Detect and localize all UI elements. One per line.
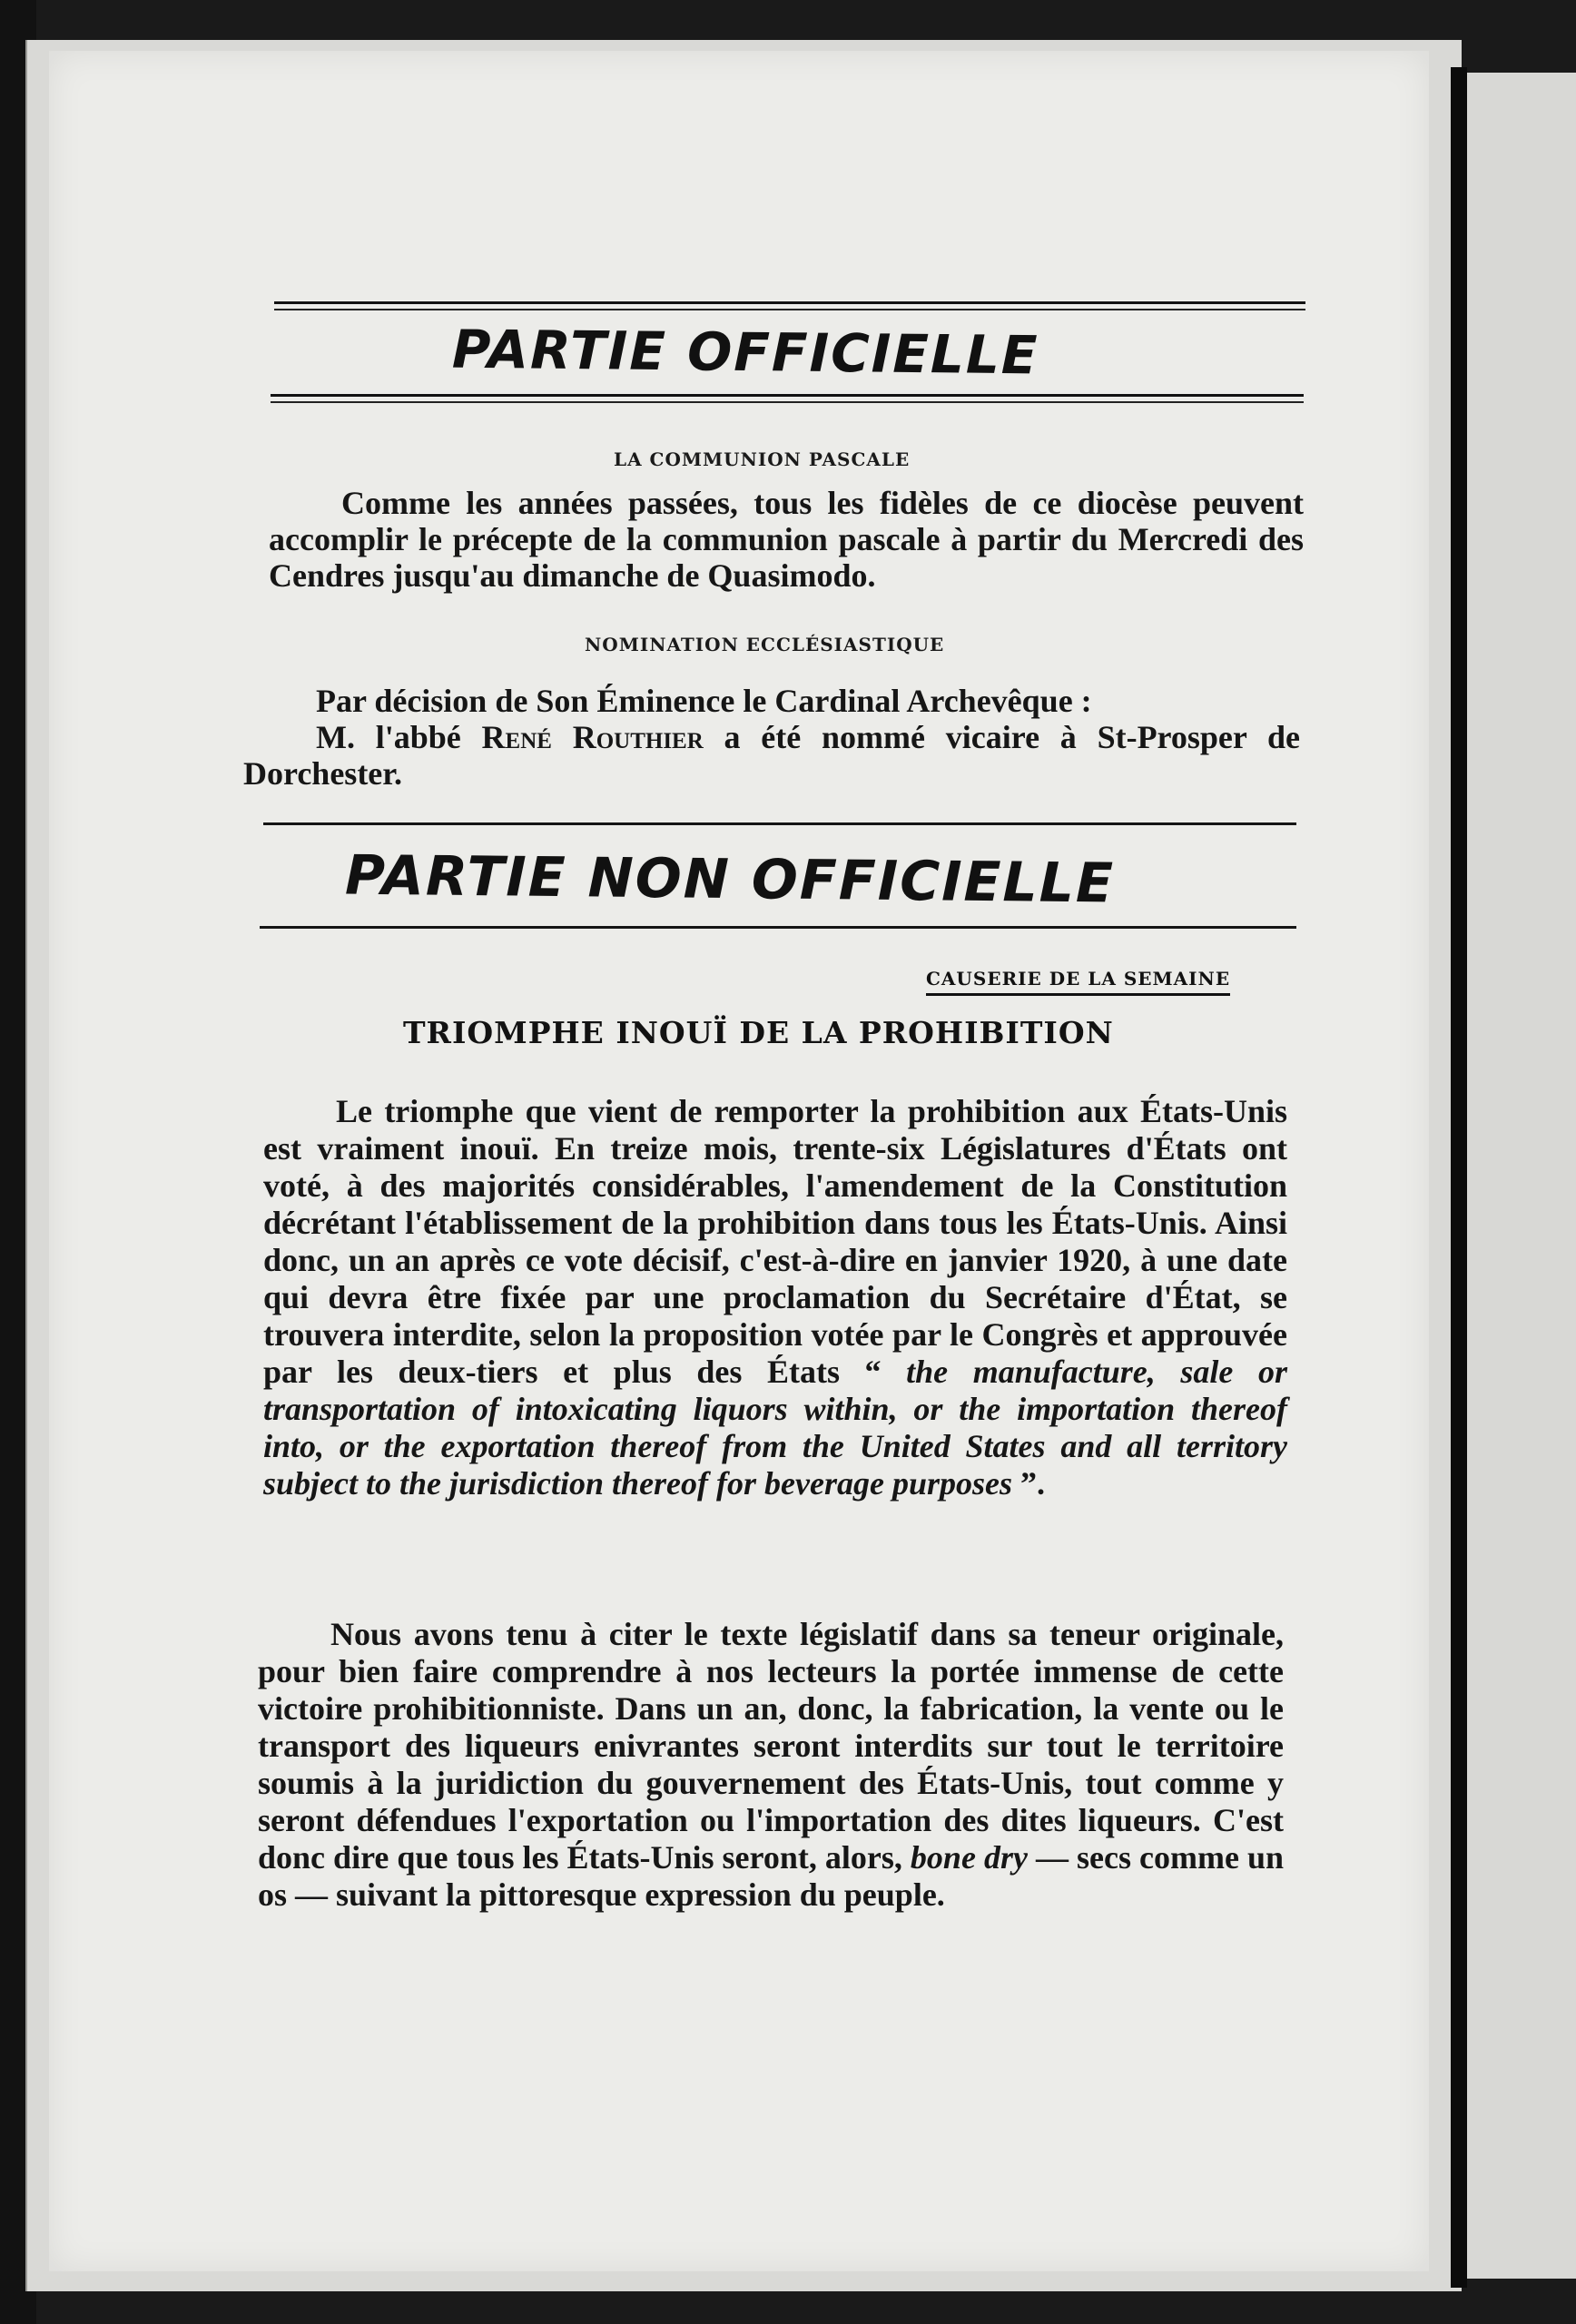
article-paragraph-2 <box>258 1616 1284 1914</box>
banner-lower-double-rule <box>271 394 1304 397</box>
nomination-text <box>243 683 1300 792</box>
article-title: TRIOMPHE INOUÏ DE LA PROHIBITION <box>403 1015 1114 1050</box>
article-paragraph-1 <box>263 1093 1287 1502</box>
bone-dry-phrase: bone dry <box>910 1839 1028 1876</box>
partie-non-officielle-banner: PARTIE NON OFFICIELLE <box>344 843 1116 916</box>
nomination-line2-prefix: M. l'abbé <box>316 719 482 755</box>
paragraph-2-text-a: Nous avons tenu à citer le texte législatif dans sa teneur originale, pour bien faire comprendre à nos lecteurs la portée immense de cette victoire prohibitionniste. Dans un an, donc, la fabrication, la vente ou le transport des liqueurs enivrantes seront interdits sur tout le territoire soumis à la juridiction du gouvernement des États-Unis, tout comme y seront défendues l'exportation ou l'importation des dites liqueurs. C'est donc dire que tous les États-Unis seront, alors, <box>258 1616 1284 1876</box>
paragraph-2-text-b: — secs comme un os — suivant la pittoresque expression du peuple. <box>258 1839 1284 1913</box>
top-double-rule <box>274 301 1305 304</box>
adjacent-page-edge <box>1467 73 1576 2279</box>
causerie-rubric: CAUSERIE DE LA SEMAINE <box>926 968 1230 996</box>
communion-pascale-text: Comme les années passées, tous les fidèles de ce diocèse peuvent accomplir le précepte de la communion pascale à partir du Mercredi des Cendres jusqu'au dimanche de Quasimodo. <box>269 485 1304 594</box>
legislative-quote: the manufacture, sale or transportation of intoxicating liquors within, or the importation thereof into, or the exportation thereof from the United States and all territory subject to the jurisdiction thereof for beverage purposes <box>263 1354 1287 1502</box>
middle-rule-lower <box>260 926 1296 929</box>
communion-pascale-heading: LA COMMUNION PASCALE <box>614 448 911 470</box>
middle-rule-upper <box>263 822 1296 825</box>
partie-officielle-banner: PARTIE OFFICIELLE <box>451 318 1039 387</box>
page-gutter <box>1451 67 1467 2288</box>
nomination-heading: NOMINATION ECCLÉSIASTIQUE <box>585 634 945 655</box>
paragraph-1-end: ”. <box>1011 1465 1045 1502</box>
nomination-person-name: René Routhier <box>481 719 704 755</box>
nomination-line1: Par décision de Son Éminence le Cardinal Archevêque : <box>316 683 1092 719</box>
nomination-line2-suffix: a été nommé vicaire à St-Prosper de Dorchester. <box>243 719 1300 792</box>
paragraph-1-text: Le triomphe que vient de remporter la prohibition aux États-Unis est vraiment inouï. En treize mois, trente-six Législatures d'États ont voté, à des majorités considérables, l'amendement de la Constitution décrétant l'établissement de la prohibition dans tous les États-Unis. Ainsi donc, un an après ce vote décisif, c'est-à-dire en janvier 1920, à une date qui devra être fixée par une proclamation du Secrétaire d'État, se trouvera interdite, selon la proposition votée par le Congrès et approuvée par les deux-tiers et plus des États “ <box>263 1093 1287 1390</box>
